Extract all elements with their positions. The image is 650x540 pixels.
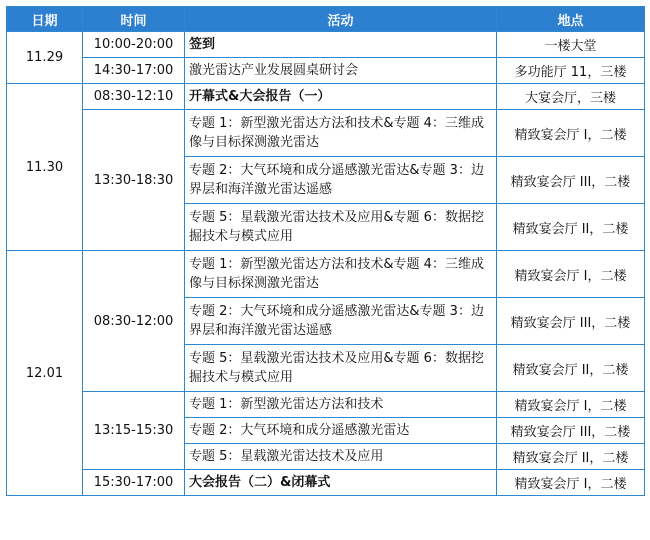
place-cell: 多功能厅 11，三楼 bbox=[497, 58, 645, 84]
activity-cell: 签到 bbox=[185, 32, 497, 58]
schedule-table-container bbox=[6, 6, 644, 496]
activity-cell: 开幕式&大会报告（一） bbox=[185, 84, 497, 110]
table-row bbox=[7, 470, 645, 496]
place-cell: 精致宴会厅 I，二楼 bbox=[497, 110, 645, 157]
schedule-table bbox=[6, 6, 645, 496]
time-cell: 15:30-17:00 bbox=[83, 470, 185, 496]
header-date: 日期 bbox=[7, 7, 83, 32]
table-row bbox=[7, 251, 645, 298]
activity-cell: 大会报告（二）&闭幕式 bbox=[185, 470, 497, 496]
date-cell: 11.30 bbox=[7, 84, 83, 251]
place-cell: 精致宴会厅 III，二楼 bbox=[497, 157, 645, 204]
activity-cell: 专题 2：大气环境和成分遥感激光雷达&专题 3：边界层和海洋激光雷达遥感 bbox=[185, 157, 497, 204]
activity-cell: 激光雷达产业发展圆桌研讨会 bbox=[185, 58, 497, 84]
table-row bbox=[7, 84, 645, 110]
header-place: 地点 bbox=[497, 7, 645, 32]
header-time: 时间 bbox=[83, 7, 185, 32]
place-cell: 精致宴会厅 II，二楼 bbox=[497, 345, 645, 392]
time-cell: 08:30-12:00 bbox=[83, 251, 185, 392]
activity-cell: 专题 2：大气环境和成分遥感激光雷达 bbox=[185, 418, 497, 444]
date-cell: 11.29 bbox=[7, 32, 83, 84]
table-row bbox=[7, 32, 645, 58]
place-cell: 大宴会厅，三楼 bbox=[497, 84, 645, 110]
date-cell: 12.01 bbox=[7, 251, 83, 496]
place-cell: 精致宴会厅 II，二楼 bbox=[497, 204, 645, 251]
place-cell: 精致宴会厅 III，二楼 bbox=[497, 298, 645, 345]
activity-cell: 专题 5：星载激光雷达技术及应用 bbox=[185, 444, 497, 470]
place-cell: 精致宴会厅 III，二楼 bbox=[497, 418, 645, 444]
time-cell: 13:30-18:30 bbox=[83, 110, 185, 251]
place-cell: 精致宴会厅 I，二楼 bbox=[497, 251, 645, 298]
table-header-row bbox=[7, 7, 645, 32]
place-cell: 精致宴会厅 I，二楼 bbox=[497, 470, 645, 496]
table-row bbox=[7, 58, 645, 84]
header-activity: 活动 bbox=[185, 7, 497, 32]
activity-cell: 专题 1：新型激光雷达方法和技术&专题 4：三维成像与目标探测激光雷达 bbox=[185, 110, 497, 157]
activity-cell: 专题 5：星载激光雷达技术及应用&专题 6：数据挖掘技术与模式应用 bbox=[185, 204, 497, 251]
place-cell: 精致宴会厅 I，二楼 bbox=[497, 392, 645, 418]
table-row bbox=[7, 392, 645, 418]
activity-cell: 专题 1：新型激光雷达方法和技术&专题 4：三维成像与目标探测激光雷达 bbox=[185, 251, 497, 298]
place-cell: 精致宴会厅 II，二楼 bbox=[497, 444, 645, 470]
table-row bbox=[7, 110, 645, 157]
time-cell: 14:30-17:00 bbox=[83, 58, 185, 84]
activity-cell: 专题 1：新型激光雷达方法和技术 bbox=[185, 392, 497, 418]
activity-cell: 专题 2：大气环境和成分遥感激光雷达&专题 3：边界层和海洋激光雷达遥感 bbox=[185, 298, 497, 345]
time-cell: 08:30-12:10 bbox=[83, 84, 185, 110]
time-cell: 10:00-20:00 bbox=[83, 32, 185, 58]
activity-cell: 专题 5：星载激光雷达技术及应用&专题 6：数据挖掘技术与模式应用 bbox=[185, 345, 497, 392]
place-cell: 一楼大堂 bbox=[497, 32, 645, 58]
time-cell: 13:15-15:30 bbox=[83, 392, 185, 470]
